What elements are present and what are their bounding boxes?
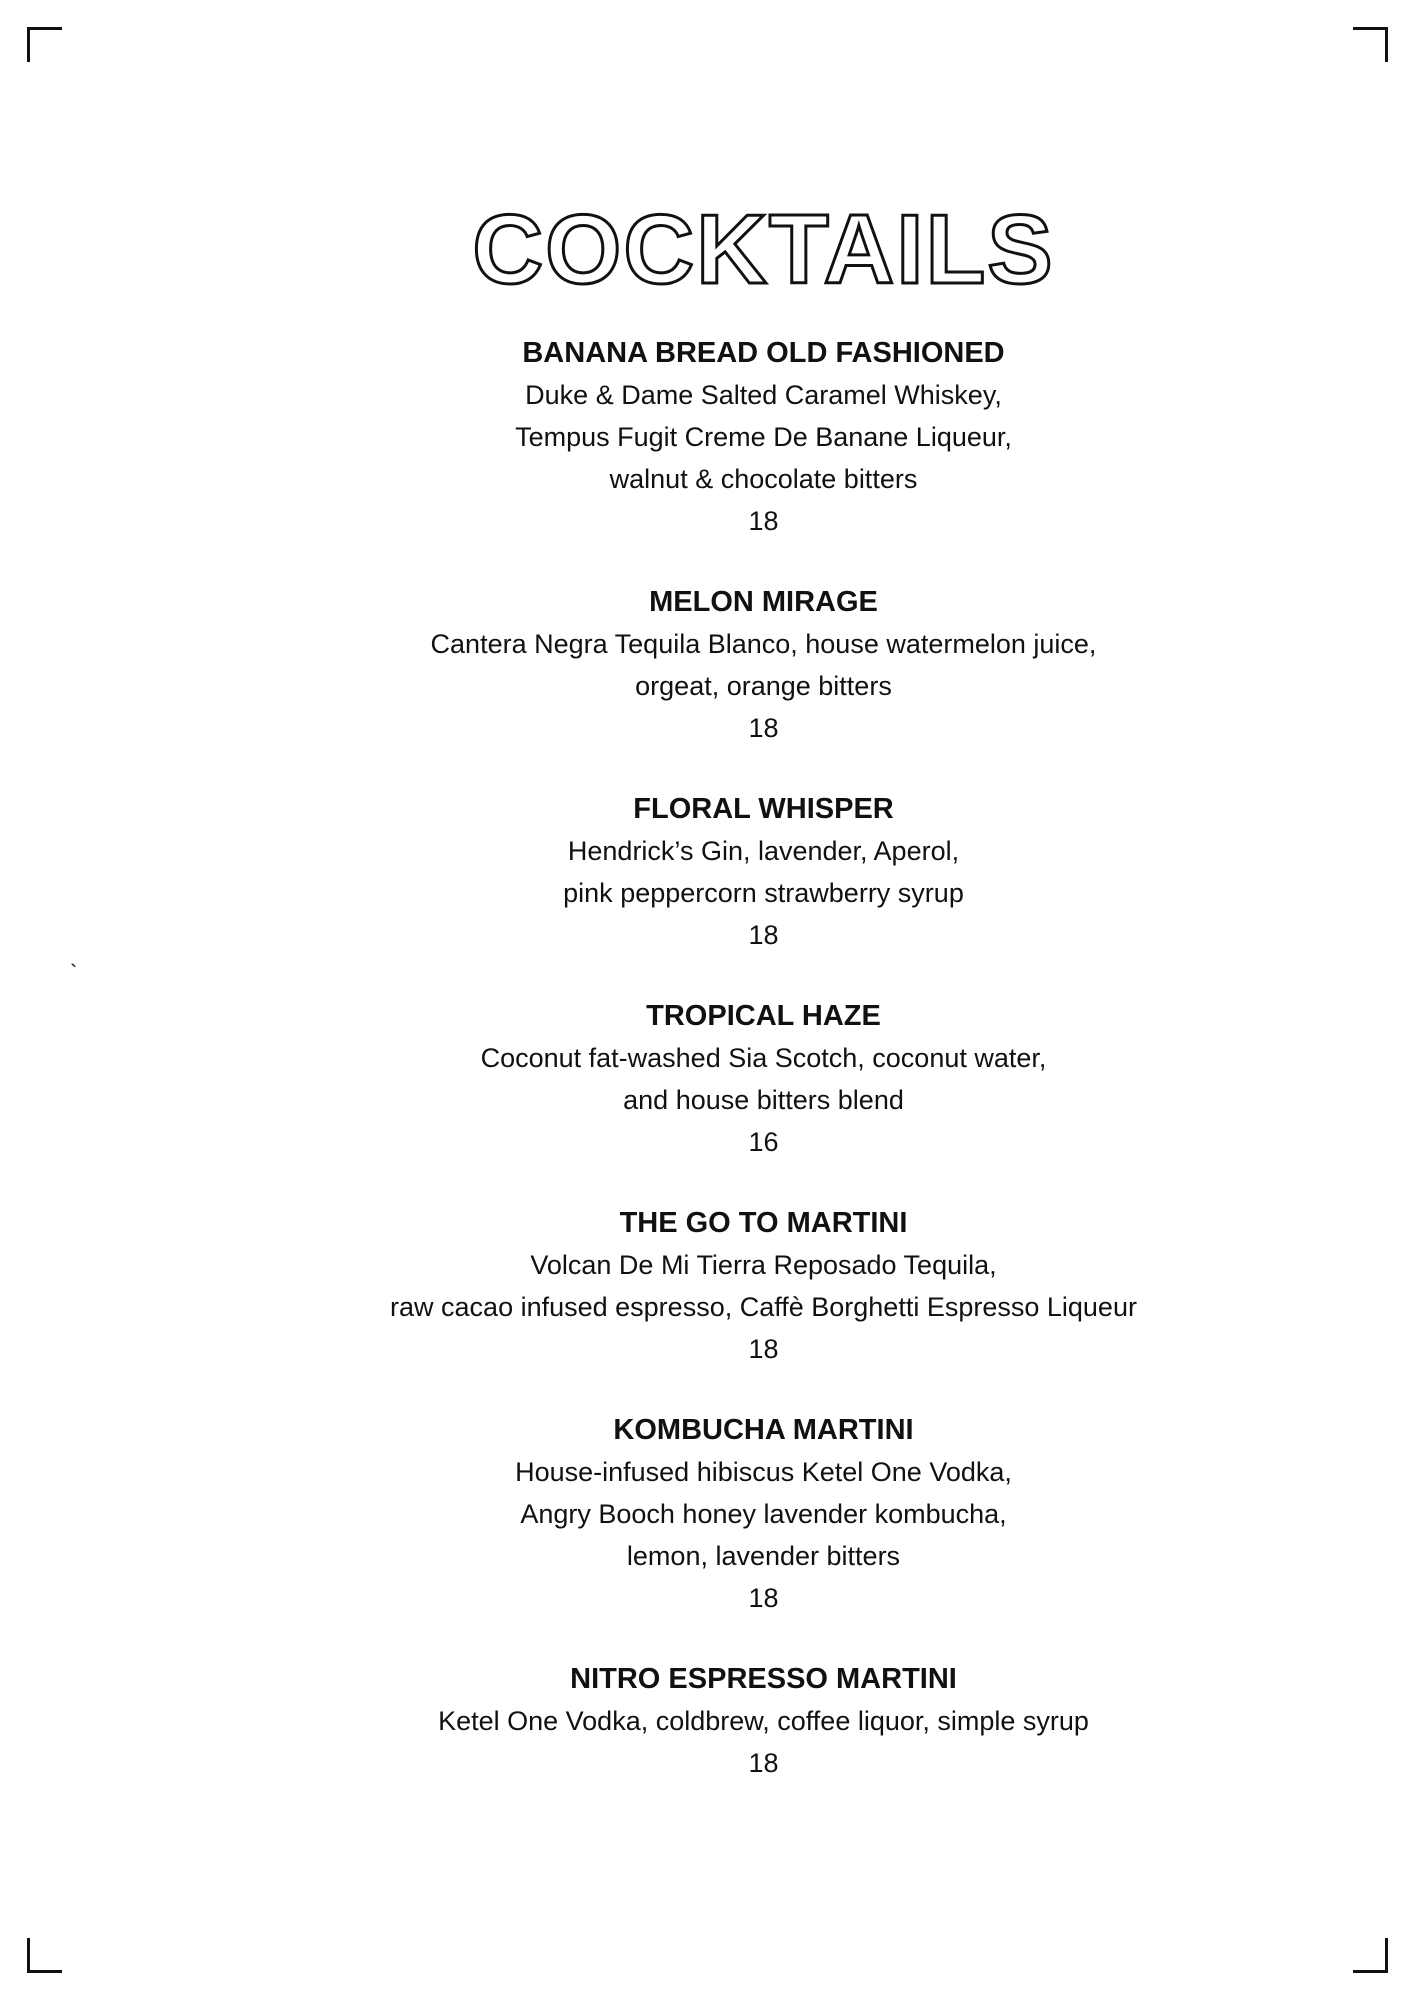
item-description-line: House-infused hibiscus Ketel One Vodka, [515,1457,1012,1487]
menu-item [112,995,1415,1163]
menu-item [112,788,1415,956]
item-description-line: orgeat, orange bitters [635,671,892,701]
item-description-line: Angry Booch honey lavender kombucha, [520,1499,1007,1529]
corner-mark-bottom-left [27,1938,62,1973]
item-name: KOMBUCHA MARTINI [613,1414,914,1446]
item-price: 18 [748,713,779,743]
item-description-line: walnut & chocolate bitters [609,464,918,494]
item-price: 18 [748,920,779,950]
menu-item [112,1409,1415,1619]
item-name: BANANA BREAD OLD FASHIONED [522,337,1005,369]
item-name: THE GO TO MARTINI [619,1207,908,1239]
item-description-line: Cantera Negra Tequila Blanco, house watermelon juice, [430,629,1097,659]
corner-mark-top-left [27,27,62,62]
item-name: FLORAL WHISPER [633,793,894,825]
corner-mark-top-right [1353,27,1388,62]
item-description-line: lemon, lavender bitters [626,1541,901,1571]
item-description-line: Volcan De Mi Tierra Reposado Tequila, [530,1250,997,1280]
item-price: 16 [748,1127,779,1157]
corner-mark-bottom-right [1353,1938,1388,1973]
item-name: TROPICAL HAZE [646,1000,881,1032]
item-name: NITRO ESPRESSO MARTINI [570,1663,957,1695]
menu-item [112,332,1415,542]
item-description-line: and house bitters blend [623,1085,904,1115]
menu-item [112,581,1415,749]
item-description-line: Hendrick’s Gin, lavender, Aperol, [567,836,960,866]
item-description-line: Ketel One Vodka, coldbrew, coffee liquor, simple syrup [438,1706,1089,1736]
item-description-line: Coconut fat-washed Sia Scotch, coconut water, [480,1043,1047,1073]
item-price: 18 [748,1334,779,1364]
item-description-line: Duke & Dame Salted Caramel Whiskey, [525,380,1002,410]
menu-item [112,1658,1415,1784]
menu-title: COCKTAILS [472,194,1055,304]
stray-mark: ` [70,960,78,985]
item-price: 18 [748,506,779,536]
menu-item [112,1202,1415,1370]
item-description-line: Tempus Fugit Creme De Banane Liqueur, [515,422,1012,452]
item-description-line: pink peppercorn strawberry syrup [563,878,964,908]
item-price: 18 [748,1748,779,1778]
item-name: MELON MIRAGE [649,586,878,618]
item-description-line: raw cacao infused espresso, Caffè Borghetti Espresso Liqueur [390,1292,1137,1322]
menu-items-list [112,332,1415,1784]
item-price: 18 [748,1583,779,1613]
cocktail-menu [0,194,1415,1823]
